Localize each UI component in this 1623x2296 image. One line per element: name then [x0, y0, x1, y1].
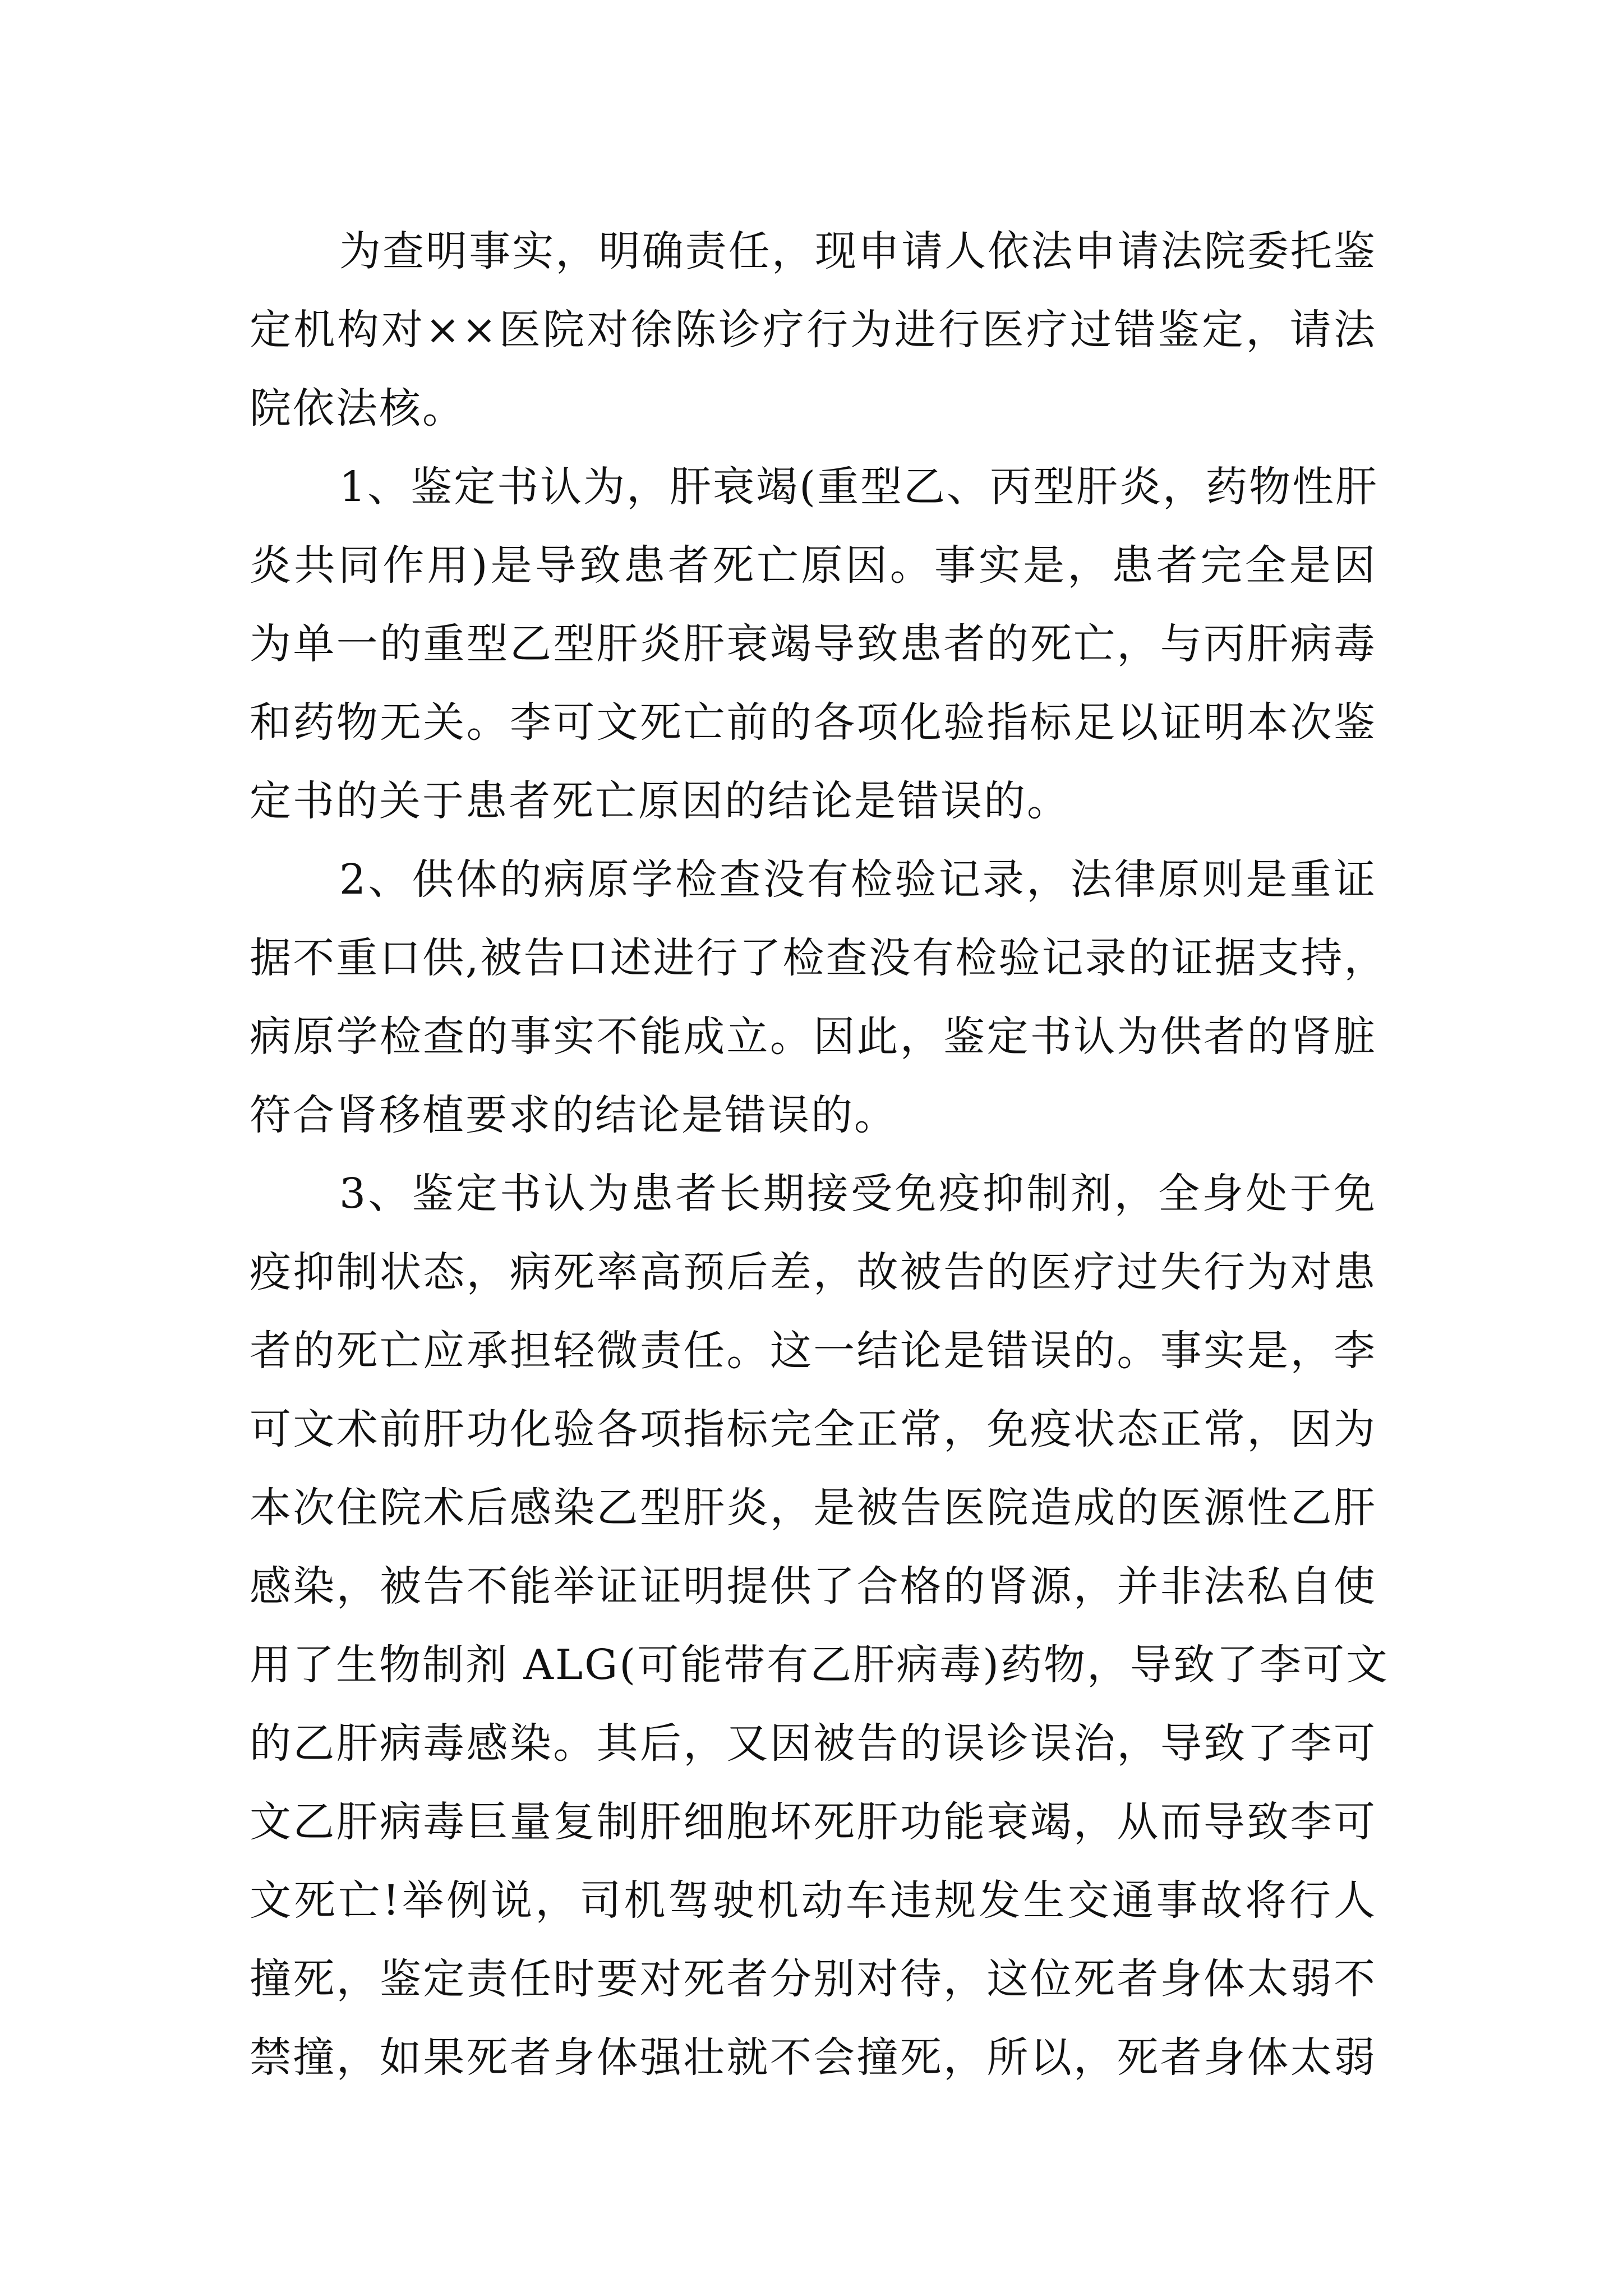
paragraph-4 — [250, 1154, 1389, 2097]
text-line: 文乙肝病毒巨量复制肝细胞坏死肝功能衰竭，从而导致李可 — [250, 1798, 1377, 1846]
text-line: 2、供体的病原学检查没有检验记录，法律原则是重证 — [339, 855, 1377, 904]
text-line: 可文术前肝功化验各项指标完全正常，免疫状态正常，因为 — [250, 1405, 1377, 1453]
document-body — [250, 212, 1389, 2097]
text-line: 为查明事实，明确责任，现申请人依法申请法院委托鉴 — [339, 227, 1377, 275]
text-line: 炎共同作用)是导致患者死亡原因。事实是，患者完全是因 — [250, 541, 1377, 590]
text-line: 文死亡!举例说，司机驾驶机动车违规发生交通事故将行人 — [250, 1876, 1377, 1925]
text-line: 和药物无关。李可文死亡前的各项化验指标足以证明本次鉴 — [250, 698, 1377, 747]
text-line: 为单一的重型乙型肝炎肝衰竭导致患者的死亡，与丙肝病毒 — [250, 620, 1377, 668]
text-line: 者的死亡应承担轻微责任。这一结论是错误的。事实是，李 — [250, 1327, 1377, 1375]
text-line: 用了生物制剂 ALG(可能带有乙肝病毒)药物，导致了李可文 — [250, 1641, 1389, 1689]
text-line: 3、鉴定书认为患者长期接受免疫抑制剂，全身处于免 — [339, 1170, 1377, 1218]
text-line: 感染，被告不能举证证明提供了合格的肾源，并非法私自使 — [250, 1562, 1377, 1611]
text-line: 据不重口供,被告口述进行了检查没有检验记录的证据支持， — [250, 934, 1387, 982]
text-line: 本次住院术后感染乙型肝炎，是被告医院造成的医源性乙肝 — [250, 1484, 1377, 1532]
paragraph-1 — [250, 212, 1377, 448]
text-line: 符合肾移植要求的结论是错误的。 — [250, 1091, 897, 1139]
text-line: 疫抑制状态，病死率高预后差，故被告的医疗过失行为对患 — [250, 1248, 1377, 1296]
text-line: 院依法核。 — [250, 384, 465, 432]
text-line: 撞死，鉴定责任时要对死者分别对待，这位死者身体太弱不 — [250, 1955, 1377, 2003]
text-line: 定书的关于患者死亡原因的结论是错误的。 — [250, 777, 1070, 825]
text-line: 禁撞，如果死者身体强壮就不会撞死，所以，死者身体太弱 — [250, 2033, 1377, 2082]
text-line: 病原学检查的事实不能成立。因此，鉴定书认为供者的肾脏 — [250, 1013, 1377, 1061]
text-line: 的乙肝病毒感染。其后，又因被告的误诊误治，导致了李可 — [250, 1719, 1377, 1768]
text-line: 定机构对××医院对徐陈诊疗行为进行医疗过错鉴定，请法 — [250, 306, 1377, 354]
paragraph-3 — [250, 840, 1387, 1154]
paragraph-2 — [250, 448, 1377, 840]
text-line: 1、鉴定书认为，肝衰竭(重型乙、丙型肝炎，药物性肝 — [339, 463, 1378, 511]
